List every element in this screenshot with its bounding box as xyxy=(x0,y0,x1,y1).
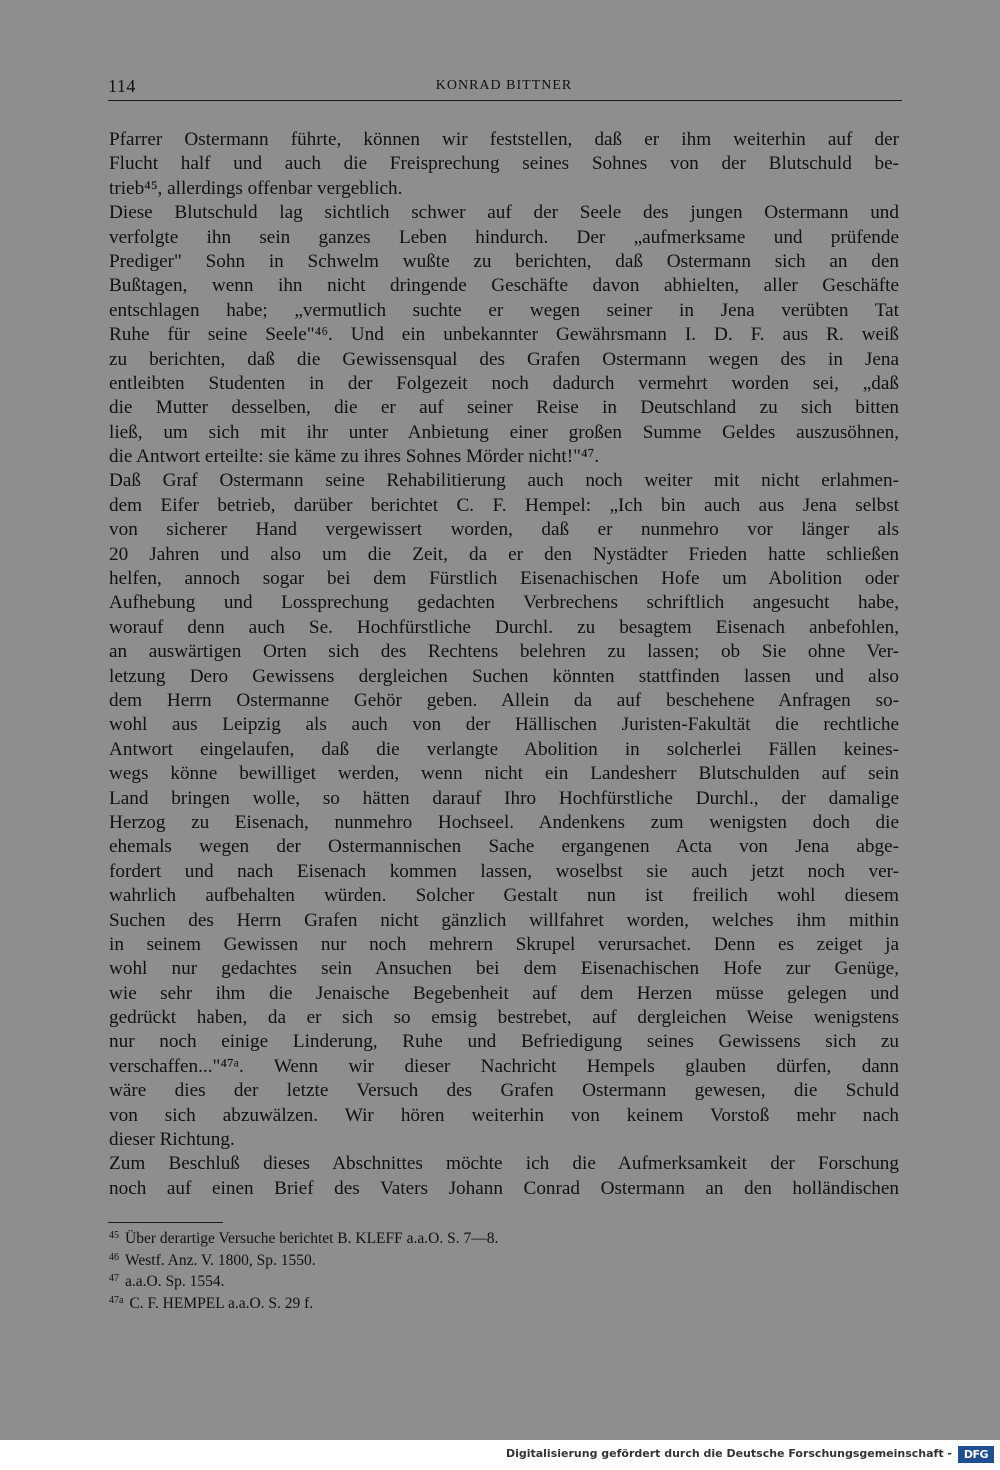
text-line: 20 Jahren und also um die Zeit, da er den Nystädter Frieden hatte schließen xyxy=(109,543,899,565)
footnote xyxy=(109,1227,809,1249)
text-line: Land bringen wolle, so hätten darauf Ihro Hochfürstliche Durchl., der damalige xyxy=(109,787,899,809)
page-header xyxy=(108,74,900,98)
text-line: trieb⁴⁵, allerdings offenbar vergeblich. xyxy=(109,177,403,199)
text-line: worauf denn auch Se. Hochfürstliche Durchl. zu besagtem Eisenach anbefohlen, xyxy=(109,616,899,638)
text-line: von sich abzuwälzen. Wir hören weiterhin von keinem Vorstoß mehr nach xyxy=(109,1104,899,1126)
text-line: letzung Dero Gewissens dergleichen Suchen könnten stattfinden lassen und also xyxy=(109,665,899,687)
text-line: gedrückt haben, da er sich so emsig bestrebet, auf dergleichen Weise wenigstens xyxy=(109,1007,899,1029)
footnote-text: Über derartige Versuche berichtet B. KLEFF a.a.O. S. 7—8. xyxy=(125,1230,499,1247)
text-line: in seinem Gewissen nur noch mehrern Skrupel verursachet. Denn es zeiget ja xyxy=(109,933,899,955)
body-text xyxy=(109,128,899,1201)
text-line: noch auf einen Brief des Vaters Johann Conrad Ostermann an den holländischen xyxy=(109,1177,899,1199)
text-line: an auswärtigen Orten sich des Rechtens belehren zu lassen; ob Sie ohne Ver- xyxy=(109,641,899,663)
text-line: zu berichten, daß die Gewissensqual des Grafen Ostermann wegen des in Jena xyxy=(109,348,899,370)
text-line: Pfarrer Ostermann führte, können wir feststellen, daß er ihm weiterhin auf der xyxy=(109,129,899,150)
text-line: Herzog zu Eisenach, nunmehro Hochseel. Andenkens zum wenigsten doch die xyxy=(109,811,899,833)
footer-bar xyxy=(0,1440,1000,1470)
text-line: helfen, annoch sogar bei dem Fürstlich Eisenachischen Hofe um Abolition oder xyxy=(109,568,899,590)
text-line: wohl nur gedachtes sein Ansuchen bei dem Eisenachischen Hofe zur Genüge, xyxy=(109,958,899,980)
text-line: dieser Richtung. xyxy=(109,1129,235,1151)
text-line: Antwort eingelaufen, daß die verlangte Abolition in solcherlei Fällen keines- xyxy=(109,738,899,760)
page-number: 114 xyxy=(108,76,136,96)
text-line: dem Herrn Ostermanne Gehör geben. Allein da auf beschehene Anfragen so- xyxy=(109,689,899,711)
footnote-rule xyxy=(108,1222,223,1223)
footnote-text: C. F. HEMPEL a.a.O. S. 29 f. xyxy=(129,1294,314,1312)
footnote xyxy=(109,1249,809,1271)
footnote-mark: 46 xyxy=(109,1251,119,1263)
text-line: dem Eifer betrieb, darüber berichtet C. F. Hempel: „Ich bin auch aus Jena selbst xyxy=(109,494,899,516)
text-line: wohl aus Leipzig als auch von der Hällischen Juristen-Fakultät die rechtliche xyxy=(109,714,899,736)
footnote xyxy=(109,1270,809,1292)
text-line: Zum Beschluß dieses Abschnittes möchte ich die Aufmerksamkeit der Forschung xyxy=(109,1153,899,1175)
footnote-text: a.a.O. Sp. 1554. xyxy=(125,1273,225,1291)
header-rule xyxy=(108,100,902,101)
footnote xyxy=(109,1292,809,1314)
text-line: verschaffen..."⁴⁷ᵃ. Wenn wir dieser Nachricht Hempels glauben dürfen, dann xyxy=(109,1055,899,1077)
text-line: entschlagen habe; „vermutlich suchte er wegen seiner in Jena verübten Tat xyxy=(109,299,899,321)
funding-notice: Digitalisierung gefördert durch die Deutsche Forschungsgemeinschaft - xyxy=(505,1447,952,1460)
text-line: verfolgte ihn sein ganzes Leben hindurch. Der „aufmerksame und prüfende xyxy=(109,226,899,248)
text-line: wäre dies der letzte Versuch des Grafen Ostermann gewesen, die Schuld xyxy=(109,1080,899,1102)
running-head: KONRAD BITTNER xyxy=(435,78,573,93)
text-line: wahrlich aufbehalten würden. Solcher Gestalt nun ist freilich wohl diesem xyxy=(109,885,899,907)
text-line: ehemals wegen der Ostermannischen Sache ergangenen Acta von Jena abge- xyxy=(109,836,899,858)
footnote-text: Westf. Anz. V. 1800, Sp. 1550. xyxy=(125,1251,316,1269)
footnote-mark: 47 xyxy=(109,1273,119,1285)
text-line: Flucht half und auch die Freisprechung seines Sohnes von der Blutschuld be- xyxy=(109,153,899,175)
text-line: die Antwort erteilte: sie käme zu ihres Sohnes Mörder nicht!"⁴⁷. xyxy=(109,446,600,468)
footnote-mark: 47a xyxy=(109,1294,124,1306)
footnote-mark: 45 xyxy=(109,1230,119,1241)
text-line: die Mutter desselben, die er auf seiner Reise in Deutschland zu sich bitten xyxy=(109,397,899,419)
text-line: entleibten Studenten in der Folgezeit noch dadurch vermehrt worden sei, „daß xyxy=(109,372,899,394)
text-line: Suchen des Herrn Grafen nicht gänzlich willfahret worden, welches ihm mithin xyxy=(109,909,899,931)
dfg-logo[interactable]: DFG xyxy=(958,1446,994,1463)
text-line: Ruhe für seine Seele"⁴⁶. Und ein unbekannter Gewährsmann I. D. F. aus R. weiß xyxy=(109,324,899,346)
text-line: Daß Graf Ostermann seine Rehabilitierung auch noch weiter mit nicht erlahmen- xyxy=(109,470,899,492)
text-line: fordert und nach Eisenach kommen lassen, woselbst sie auch jetzt noch ver- xyxy=(109,860,899,882)
text-line: Bußtagen, wenn ihn nicht dringende Geschäfte davon abhielten, aller Geschäfte xyxy=(109,275,899,297)
footnotes xyxy=(109,1227,809,1313)
text-line: wie sehr ihm die Jenaische Begebenheit auf dem Herzen müsse gelegen und xyxy=(109,982,899,1004)
text-line: ließ, um sich mit ihr unter Anbietung einer großen Summe Geldes auszusöhnen, xyxy=(109,421,899,443)
text-line: Aufhebung und Lossprechung gedachten Verbrechens schriftlich angesucht habe, xyxy=(109,592,899,614)
text-line: wegs könne bewilliget werden, wenn nicht ein Landesherr Blutschulden auf sein xyxy=(109,763,899,785)
text-line: von sicherer Hand vergewissert worden, daß er nunmehro vor länger als xyxy=(109,519,899,541)
text-line: nur noch einige Linderung, Ruhe und Befriedigung seines Gewissens sich zu xyxy=(109,1031,899,1053)
text-line: Diese Blutschuld lag sichtlich schwer auf der Seele des jungen Ostermann und xyxy=(109,202,899,224)
text-line: Prediger" Sohn in Schwelm wußte zu berichten, daß Ostermann sich an den xyxy=(109,250,899,272)
